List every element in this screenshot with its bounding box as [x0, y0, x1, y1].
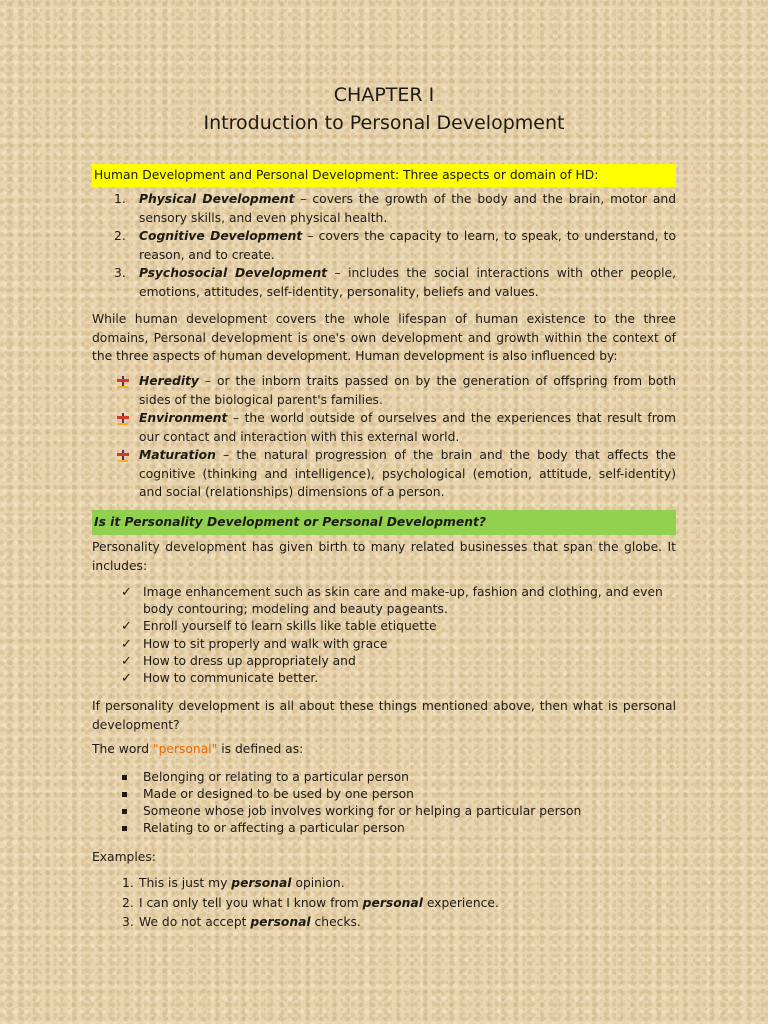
- list-item-text: Belonging or relating to a particular person: [143, 770, 409, 784]
- list-item: [92, 769, 676, 786]
- influence-term: Environment: [139, 411, 228, 425]
- domains-list: [92, 190, 676, 301]
- page-title: Introduction to Personal Development: [203, 112, 565, 134]
- example-text: This is just my: [139, 876, 232, 890]
- influence-text: – or the inborn traits passed on by the generation of offspring from both sides of the biological parent's families.: [139, 374, 676, 407]
- list-item-text: How to sit properly and walk with grace: [143, 636, 388, 651]
- square-bullet-icon: [122, 792, 127, 797]
- domain-text: – includes the social interactions with other people, emotions, attitudes, self-identity, personality, beliefs and values.: [139, 266, 677, 299]
- word-suffix: is defined as:: [217, 742, 304, 756]
- list-item-text: Someone whose job involves working for or helping a particular person: [143, 804, 582, 818]
- paragraph-lifespan: While human development covers the whole lifespan of human existence to the three domains, Personal development is one's own development and growth within the context of the three aspects of human development. Human development is also influenced by:: [92, 312, 676, 363]
- item-number: 1.: [114, 192, 126, 206]
- checkmark-icon: ✓: [121, 653, 132, 669]
- checkmark-icon: ✓: [121, 671, 132, 687]
- examples-list: [92, 874, 676, 933]
- section2-heading: Is it Personality Development or Personal Development?: [92, 510, 676, 535]
- square-bullet-icon: [122, 809, 127, 814]
- example-text: opinion.: [291, 876, 345, 890]
- checkmark-icon: ✓: [121, 585, 132, 600]
- pickaxe-bullet-icon: [116, 375, 130, 389]
- item-number: 2.: [114, 229, 126, 243]
- influence-term: Maturation: [139, 448, 216, 462]
- list-item: [92, 803, 676, 820]
- item-number: 3.: [122, 915, 134, 929]
- influence-term: Heredity: [139, 374, 199, 388]
- word-prefix: The word: [92, 742, 153, 756]
- list-item: [92, 786, 676, 803]
- definitions-list: [92, 769, 676, 837]
- list-item: [92, 670, 676, 687]
- domain-item: [92, 227, 676, 264]
- checkmark-icon: ✓: [121, 619, 132, 635]
- influence-item: [92, 372, 676, 409]
- influence-item: [92, 409, 676, 446]
- list-item-text: Made or designed to be used by one person: [143, 787, 414, 801]
- domain-item: [92, 190, 676, 227]
- example-item: [92, 894, 676, 914]
- item-number: 2.: [122, 895, 134, 910]
- example-text: experience.: [422, 895, 499, 910]
- influence-text: – the natural progression of the brain and the body that affects the cognitive (thinking and intelligence), psychological (emotion, attitude, self-identity) and social (relationships) dimensions of a person.: [139, 448, 676, 499]
- influence-item: [92, 446, 676, 502]
- item-number: 3.: [114, 266, 126, 280]
- intro-heading: Human Development and Personal Development: Three aspects or domain of HD:: [92, 164, 676, 187]
- section2-heading-block: [92, 510, 676, 535]
- domain-term: Physical Development: [139, 192, 295, 206]
- chapter-heading: CHAPTER I: [333, 84, 435, 106]
- square-bullet-icon: [122, 826, 127, 831]
- checkmark-icon: ✓: [121, 636, 132, 652]
- paragraph-word-definition: [92, 740, 676, 759]
- paragraph-question: If personality development is all about these things mentioned above, then what is personal development?: [92, 699, 676, 732]
- example-text: checks.: [310, 915, 361, 929]
- example-text: I can only tell you what I know from: [139, 895, 363, 910]
- domain-text: – covers the growth of the body and the brain, motor and sensory skills, and even physical health.: [139, 192, 676, 225]
- list-item-text: Image enhancement such as skin care and make-up, fashion and clothing, and even body contouring; modeling and beauty pageants.: [143, 585, 663, 617]
- domain-text: – covers the capacity to learn, to speak, to understand, to reason, and to create.: [139, 229, 676, 262]
- word-highlight: "personal": [152, 742, 218, 756]
- influence-text: – the world outside of ourselves and the experiences that result from our contact and interaction with this external world.: [139, 411, 676, 444]
- pickaxe-bullet-icon: [116, 412, 130, 426]
- list-item: [92, 820, 676, 837]
- list-item-text: How to dress up appropriately and: [143, 653, 356, 668]
- domain-item: [92, 264, 676, 301]
- businesses-list: [92, 584, 676, 687]
- list-item-text: How to communicate better.: [143, 671, 319, 686]
- square-bullet-icon: [122, 775, 127, 780]
- pickaxe-bullet-icon: [116, 449, 130, 463]
- examples-label: Examples:: [92, 850, 156, 864]
- influences-list: [92, 372, 676, 502]
- list-item: [92, 618, 676, 635]
- list-item: [92, 636, 676, 653]
- list-item: [92, 584, 676, 618]
- paragraph-businesses: Personality development has given birth to many related businesses that span the globe. It includes:: [92, 540, 676, 573]
- example-text: We do not accept: [139, 915, 251, 929]
- example-emphasis: personal: [231, 876, 292, 890]
- list-item: [92, 653, 676, 670]
- example-emphasis: personal: [250, 915, 311, 929]
- example-emphasis: personal: [362, 895, 423, 910]
- example-item: [92, 913, 676, 933]
- list-item-text: Relating to or affecting a particular person: [143, 821, 405, 835]
- domain-term: Cognitive Development: [139, 229, 303, 243]
- example-item: [92, 874, 676, 894]
- list-item-text: Enroll yourself to learn skills like table etiquette: [143, 619, 437, 634]
- item-number: 1.: [122, 876, 134, 890]
- intro-heading-block: [92, 164, 676, 187]
- domain-term: Psychosocial Development: [139, 266, 328, 280]
